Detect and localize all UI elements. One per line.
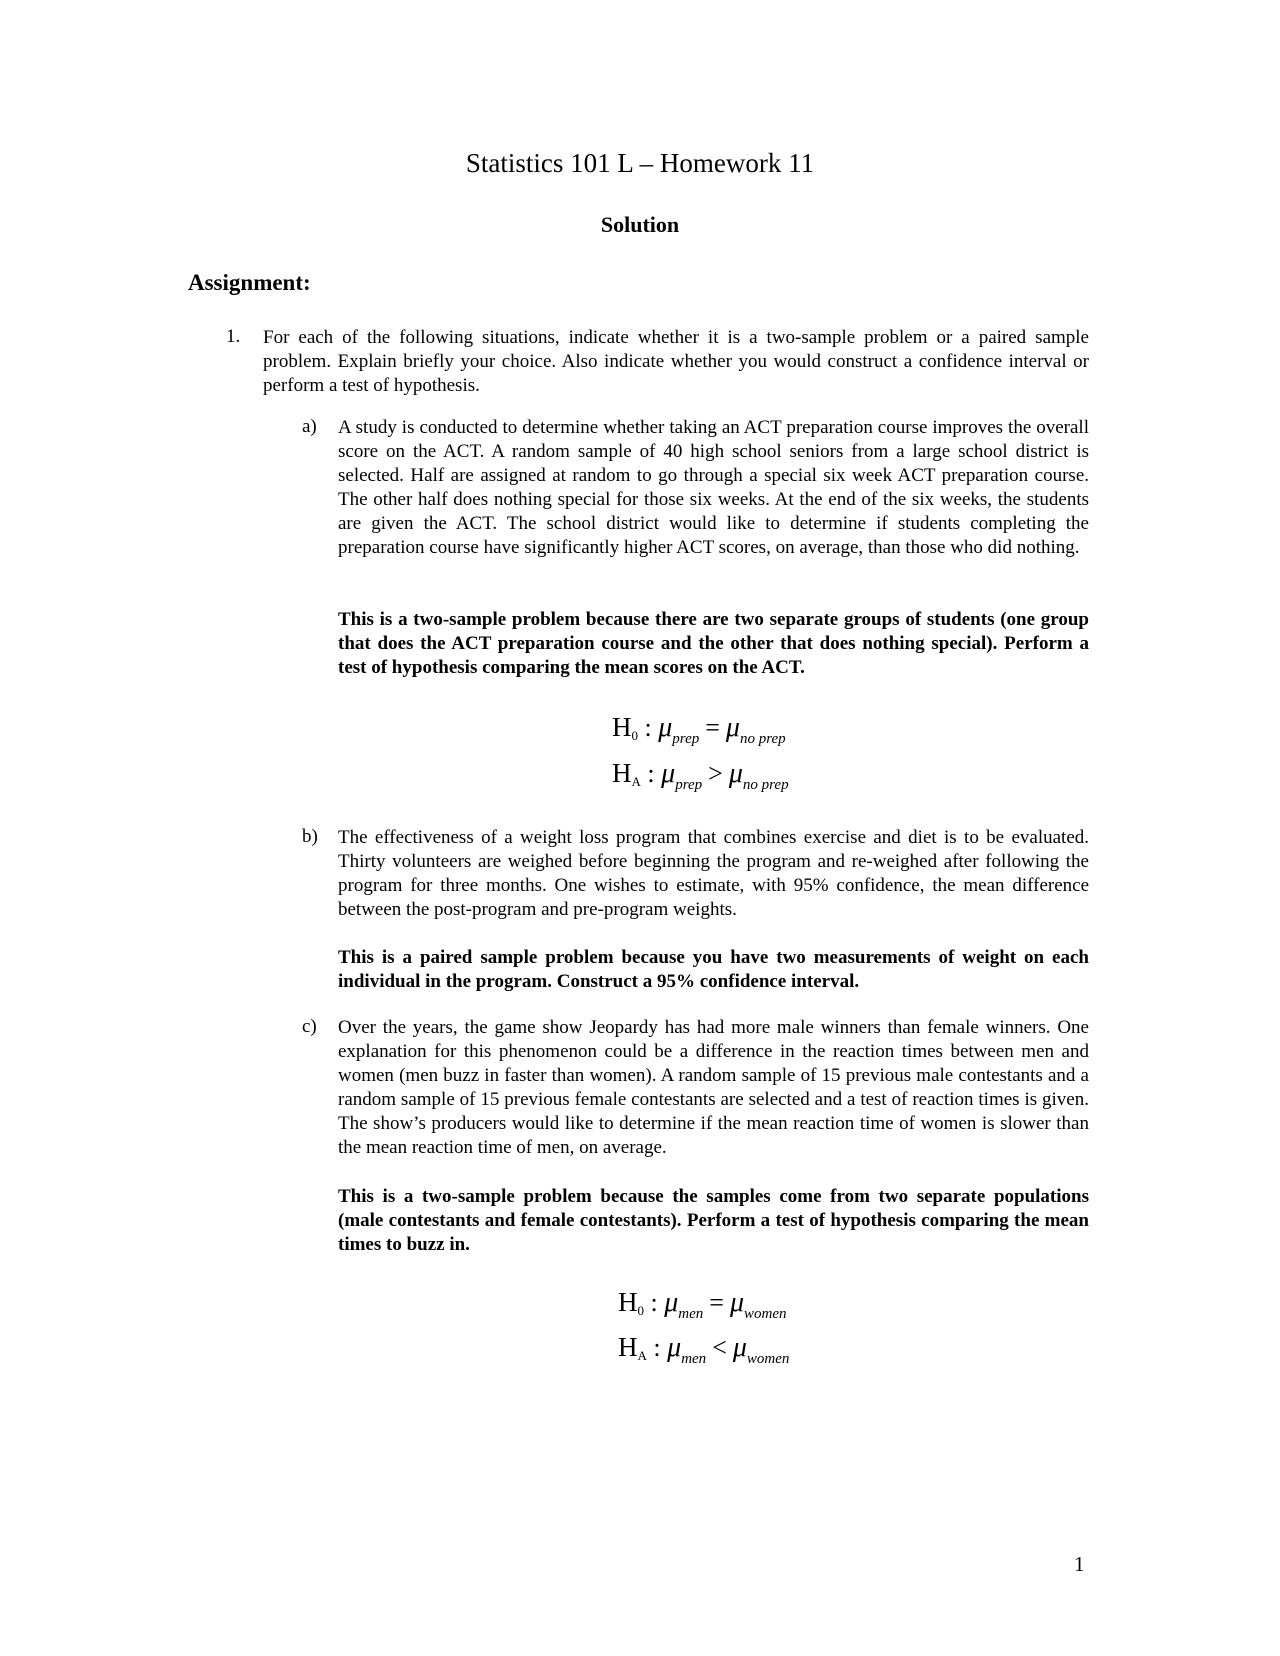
part-a-text: A study is conducted to determine whether taking an ACT preparation course improves the overall score on the ACT. A random sample of 40 high school seniors from a large school district is selected. Half are assigned at random to go through a special six week ACT preparation course. The other half does nothing special for those six weeks. At the end of the six weeks, the students are given the ACT. The school district would like to determine if students completing the preparation course have significantly higher ACT scores, on average, than those who did nothing. (338, 417, 1089, 558)
mu-symbol: μ (728, 758, 743, 789)
mu-subscript: prep (675, 777, 703, 793)
mu-symbol: μ (661, 758, 676, 789)
hypothesis-h: H (618, 1332, 638, 1362)
hypothesis-h: H (612, 712, 632, 742)
mu-subscript: men (681, 1351, 707, 1367)
part-b-text: The effectiveness of a weight loss program that combines exercise and diet is to be evaluated. Thirty volunteers are weighed before beginning the program and re-weighed after following the program for three months. One wishes to estimate, with 95% confidence, the mean difference between the post-program and pre-program weights. (338, 827, 1089, 920)
mu-symbol: μ (664, 1287, 679, 1318)
part-b-label: b) (302, 826, 318, 847)
hypothesis-h: H (612, 758, 632, 788)
hypothesis-subscript: A (631, 774, 641, 789)
hypothesis-colon: : (644, 713, 652, 742)
hypothesis-operator: < (712, 1333, 727, 1362)
page-number: 1 (1074, 1552, 1085, 1576)
part-c-answer: This is a two-sample problem because the samples come from two separate populations (male contestants and female contestants). Perform a test of hypothesis comparing the mean times to buzz in. (338, 1186, 1089, 1255)
mu-symbol: μ (725, 712, 740, 743)
page-subtitle: Solution (600, 212, 680, 237)
mu-subscript: women (744, 1306, 787, 1322)
hypothesis-operator: = (705, 713, 720, 742)
mu-symbol: μ (658, 712, 673, 743)
hypothesis-colon: : (653, 1333, 661, 1362)
hypothesis-colon: : (647, 759, 655, 788)
hypothesis-colon: : (650, 1288, 658, 1317)
mu-subscript: prep (672, 731, 700, 747)
page-title: Statistics 101 L – Homework 11 (465, 148, 815, 178)
question-number: 1. (226, 326, 241, 347)
mu-symbol: μ (729, 1287, 745, 1318)
hypothesis-subscript: 0 (631, 728, 638, 743)
part-c-text: Over the years, the game show Jeopardy has had more male winners than female winners. One explanation for this phenomenon could be a difference in the reaction times between men and women (men buzz in faster than women). A random sample of 15 previous male contestants and a random sample of 15 previous female contestants are selected and a test of reaction times is given. The show’s producers would like to determine if the mean reaction time of women is slower than the mean reaction time of men, on average. (338, 1017, 1089, 1158)
mu-subscript: men (678, 1306, 704, 1322)
assignment-heading: Assignment: (188, 270, 311, 295)
part-c-label: c) (302, 1016, 317, 1037)
hypothesis-operator: = (709, 1288, 724, 1317)
mu-subscript: no prep (739, 731, 786, 747)
part-c-alternative-hypothesis (618, 1330, 789, 1376)
hypothesis-subscript: A (637, 1348, 647, 1363)
hypothesis-operator: > (708, 759, 723, 788)
question-text: For each of the following situations, indicate whether it is a two-sample problem or a paired sample problem. Explain briefly your choice. Also indicate whether you would construct a confidence interval or perform a test of hypothesis. (263, 327, 1089, 396)
mu-symbol: μ (667, 1332, 682, 1363)
mu-subscript: no prep (742, 777, 789, 793)
part-b-answer: This is a paired sample problem because you have two measurements of weight on each individual in the program. Construct a 95% confidence interval. (338, 947, 1089, 992)
part-a-null-hypothesis (612, 710, 786, 756)
mu-subscript: women (746, 1351, 790, 1367)
part-a-label: a) (302, 416, 317, 437)
part-a-answer: This is a two-sample problem because there are two separate groups of students (one group that does the ACT preparation course and the other that does nothing special). Perform a test of hypothesis comparing the mean scores on the ACT. (338, 609, 1089, 678)
part-a-alternative-hypothesis (612, 756, 789, 802)
hypothesis-subscript: 0 (637, 1303, 644, 1318)
mu-symbol: μ (732, 1332, 747, 1363)
hypothesis-h: H (618, 1287, 638, 1317)
part-c-null-hypothesis (618, 1285, 787, 1331)
